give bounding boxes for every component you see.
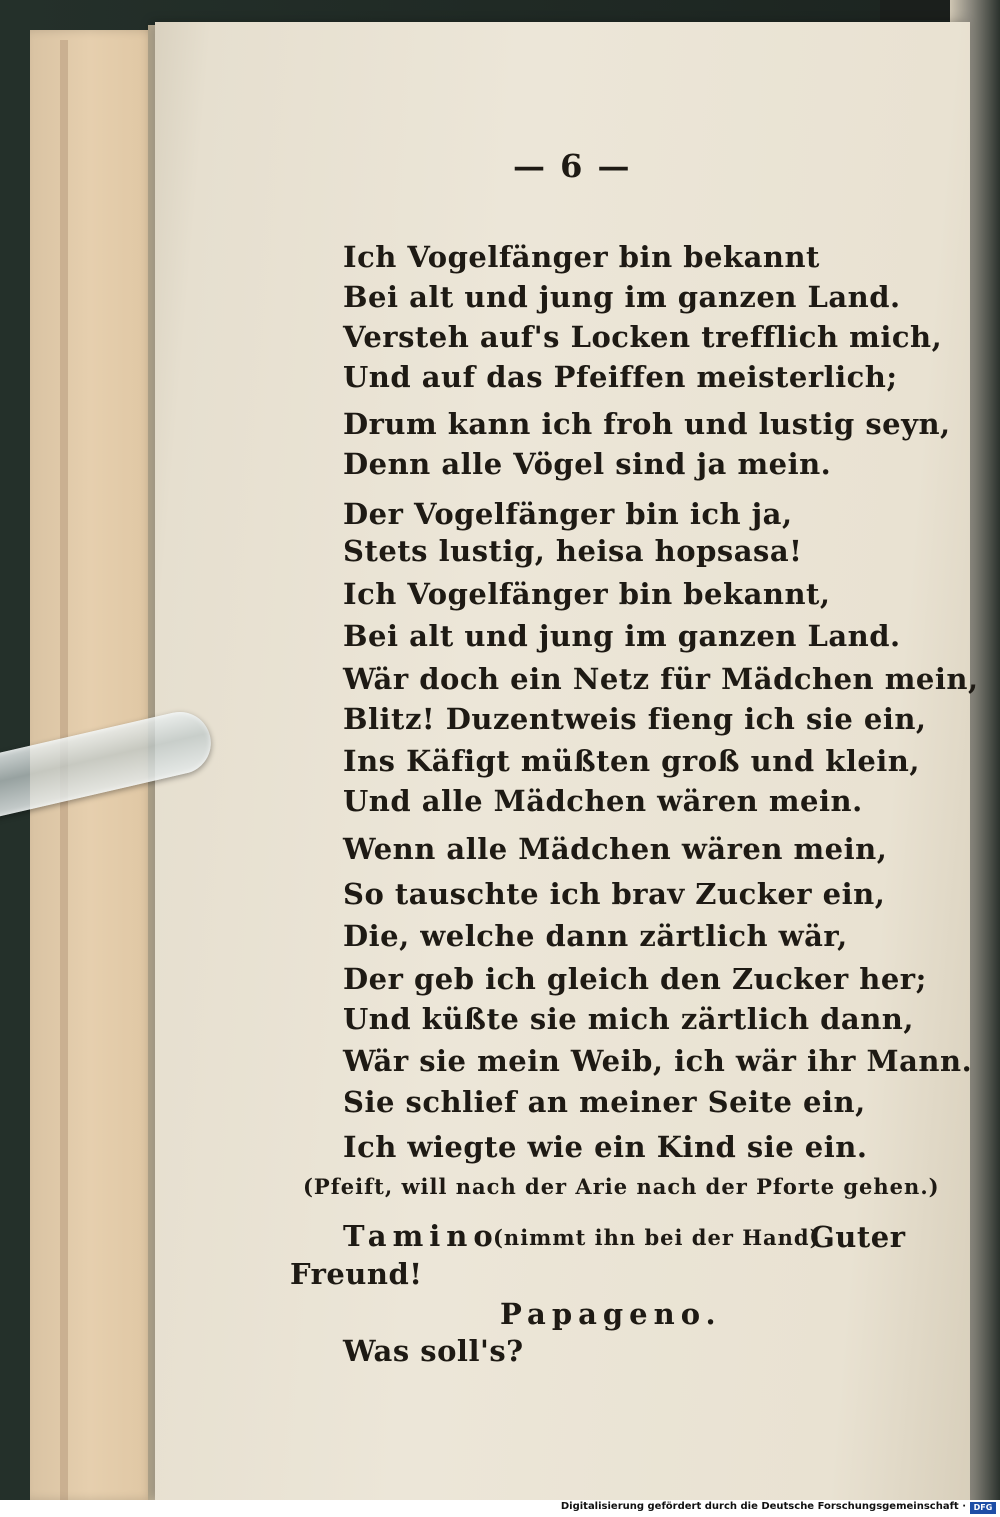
verse-line: Stets lustig, heisa hopsasa! bbox=[343, 534, 803, 568]
papageno-speech: Was soll's? bbox=[343, 1334, 524, 1368]
verse-line: Sie schlief an meiner Seite ein, bbox=[343, 1085, 866, 1119]
speaker-papageno: Papageno. bbox=[500, 1297, 722, 1331]
verse-line: Und alle Mädchen wären mein. bbox=[343, 784, 863, 818]
stage-direction: (Pfeift, will nach der Arie nach der Pforte gehen.) bbox=[303, 1174, 940, 1199]
verse-line: Wär sie mein Weib, ich wär ihr Mann. bbox=[343, 1044, 973, 1078]
dfg-logo: DFG bbox=[970, 1502, 996, 1514]
tamino-speech: Guter bbox=[810, 1220, 906, 1254]
verse-line: Wär doch ein Netz für Mädchen mein, bbox=[343, 662, 979, 696]
verse-line: So tauschte ich brav Zucker ein, bbox=[343, 877, 886, 911]
verse-line: Drum kann ich froh und lustig seyn, bbox=[343, 407, 951, 441]
verse-line: Bei alt und jung im ganzen Land. bbox=[343, 619, 901, 653]
funding-credit: Digitalisierung gefördert durch die Deutsche Forschungsgemeinschaft · bbox=[560, 1501, 966, 1512]
verse-line: Und auf das Pfeiffen meisterlich; bbox=[343, 360, 898, 394]
verse-line: Blitz! Duzentweis fieng ich sie ein, bbox=[343, 702, 927, 736]
verse-line: Der geb ich gleich den Zucker her; bbox=[343, 962, 927, 996]
verse-line: Ins Käfigt müßten groß und klein, bbox=[343, 744, 920, 778]
verse-line: Ich Vogelfänger bin bekannt bbox=[343, 240, 820, 274]
verse-line: Ich Vogelfänger bin bekannt, bbox=[343, 577, 831, 611]
tamino-direction: (nimmt ihn bei der Hand) bbox=[493, 1225, 821, 1250]
book-page bbox=[155, 22, 979, 1500]
verse-line: Wenn alle Mädchen wären mein, bbox=[343, 832, 888, 866]
page-number: — 6 — bbox=[513, 147, 632, 185]
verse-line: Die, welche dann zärtlich wär, bbox=[343, 919, 848, 953]
verse-line: Ich wiegte wie ein Kind sie ein. bbox=[343, 1130, 868, 1164]
verse-line: Versteh auf's Locken trefflich mich, bbox=[343, 320, 943, 354]
verse-line: Der Vogelfänger bin ich ja, bbox=[343, 497, 793, 531]
tamino-speech-cont: Freund! bbox=[290, 1257, 423, 1291]
speaker-tamino: Tamino bbox=[343, 1219, 499, 1253]
verse-line: Und küßte sie mich zärtlich dann, bbox=[343, 1002, 914, 1036]
footer-bar bbox=[0, 1500, 1000, 1517]
verse-line: Denn alle Vögel sind ja mein. bbox=[343, 447, 832, 481]
verse-line: Bei alt und jung im ganzen Land. bbox=[343, 280, 901, 314]
